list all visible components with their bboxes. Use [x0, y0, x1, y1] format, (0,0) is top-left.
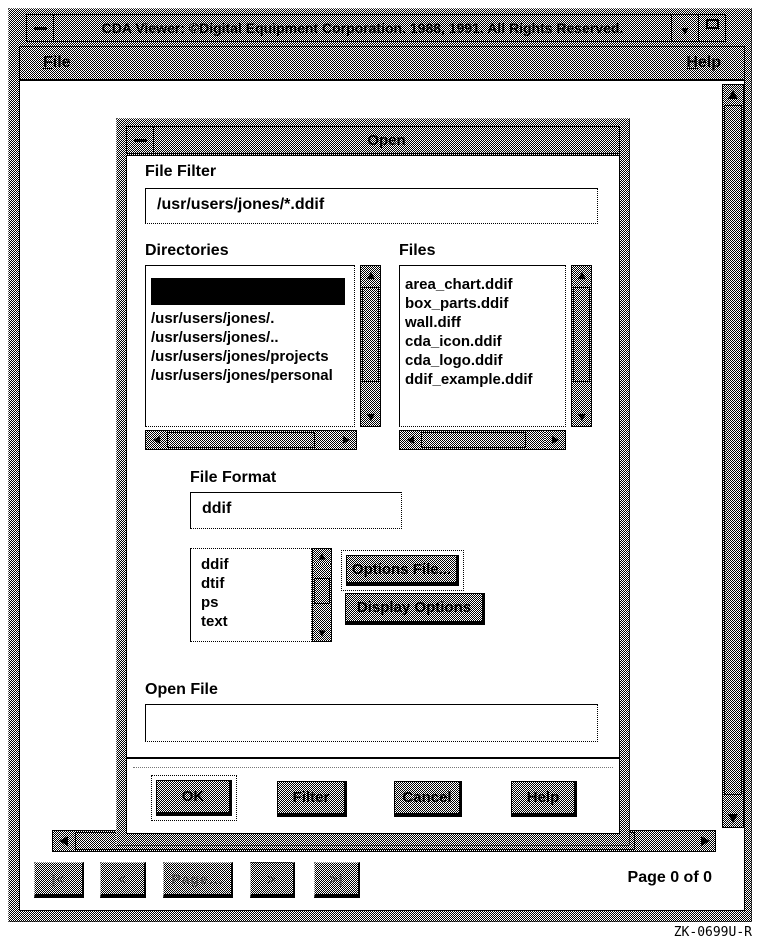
scroll-down-button[interactable] — [361, 408, 380, 426]
dialog-titlebar[interactable] — [126, 126, 620, 154]
dialog-content — [126, 155, 620, 834]
list-item[interactable]: area_chart.ddif — [405, 276, 513, 293]
scroll-up-icon — [367, 271, 375, 278]
scroll-right-button[interactable] — [695, 831, 715, 851]
scrollbar-thumb[interactable] — [362, 287, 379, 382]
maximize-button[interactable] — [698, 15, 725, 41]
file-filter-label: File Filter — [145, 163, 217, 180]
options-file-button[interactable]: Options File... — [346, 555, 459, 586]
scroll-up-button[interactable] — [361, 266, 380, 284]
open-file-input[interactable] — [145, 704, 598, 742]
menubar — [19, 46, 745, 80]
scroll-down-icon — [578, 413, 586, 420]
dialog-title: Open — [367, 131, 406, 149]
file-format-input[interactable]: ddif — [190, 492, 402, 529]
window-title: CDA Viewer: ©Digital Equipment Corporation. 1988, 1991. All Rights Reserved. — [101, 20, 624, 36]
file-format-label: File Format — [190, 469, 277, 486]
scroll-left-icon — [152, 436, 159, 444]
ok-focus-frame — [151, 775, 237, 821]
separator-dotted — [133, 767, 613, 768]
directories-vertical-scrollbar[interactable] — [360, 265, 381, 427]
selected-directory-highlight[interactable] — [151, 278, 345, 305]
scroll-left-icon — [59, 836, 68, 846]
scroll-down-button[interactable] — [723, 809, 743, 827]
scroll-up-button[interactable] — [723, 85, 743, 103]
help-button[interactable]: Help — [511, 781, 577, 817]
scroll-left-button[interactable] — [146, 431, 166, 449]
scroll-right-icon — [342, 436, 349, 444]
scrollbar-track[interactable] — [361, 284, 380, 408]
separator — [127, 757, 619, 759]
scroll-up-icon — [728, 90, 738, 99]
scroll-right-button[interactable] — [336, 431, 356, 449]
scroll-down-icon — [367, 413, 375, 420]
minimize-button[interactable] — [671, 15, 698, 41]
list-item[interactable]: ddif — [201, 556, 229, 573]
menu-file[interactable]: File — [43, 54, 71, 71]
list-item[interactable]: cda_logo.ddif — [405, 352, 503, 369]
scroll-up-button[interactable] — [572, 266, 591, 284]
scrollbar-track[interactable] — [166, 431, 336, 449]
files-horizontal-scrollbar[interactable] — [399, 430, 566, 450]
main-vertical-scrollbar[interactable] — [722, 84, 744, 828]
directories-horizontal-scrollbar[interactable] — [145, 430, 357, 450]
scroll-down-icon — [319, 630, 326, 636]
file-format-list[interactable] — [190, 548, 312, 642]
scroll-left-button[interactable] — [53, 831, 73, 851]
open-file-label: Open File — [145, 681, 218, 698]
scroll-right-icon — [701, 836, 710, 846]
display-options-button[interactable]: Display Options — [345, 593, 485, 625]
scroll-right-icon — [551, 436, 558, 444]
minimize-icon — [682, 28, 689, 34]
filter-button[interactable]: Filter — [277, 781, 347, 817]
cancel-button[interactable]: Cancel — [394, 781, 462, 817]
dialog-window-menu-button[interactable] — [127, 127, 154, 153]
list-item[interactable]: /usr/users/jones/.. — [151, 329, 279, 346]
directories-list[interactable] — [145, 265, 355, 427]
scrollbar-track[interactable] — [572, 284, 591, 408]
scroll-up-icon — [578, 271, 586, 278]
files-vertical-scrollbar[interactable] — [571, 265, 592, 427]
menu-help[interactable]: Help — [686, 54, 721, 71]
window-menu-button[interactable] — [27, 15, 54, 41]
last-page-button[interactable]: >| — [314, 862, 360, 898]
dialog-window-menu-icon — [134, 139, 147, 142]
page-status: Page 0 of 0 — [627, 869, 712, 886]
list-item[interactable]: ddif_example.ddif — [405, 371, 533, 388]
list-item[interactable]: text — [201, 613, 228, 630]
list-item[interactable]: box_parts.ddif — [405, 295, 509, 312]
main-titlebar[interactable] — [26, 14, 726, 42]
list-item[interactable]: /usr/users/jones/personal — [151, 367, 333, 384]
scrollbar-track[interactable] — [723, 103, 743, 809]
ok-button[interactable]: OK — [156, 780, 232, 816]
goto-page-button[interactable]: Page... — [163, 862, 233, 898]
list-item[interactable]: /usr/users/jones/projects — [151, 348, 329, 365]
scrollbar-thumb[interactable] — [724, 105, 742, 795]
scrollbar-thumb[interactable] — [421, 432, 526, 448]
scroll-up-icon — [319, 553, 326, 559]
files-label: Files — [399, 242, 436, 259]
next-page-button[interactable]: > — [250, 862, 295, 898]
options-file-focus-frame — [341, 550, 464, 591]
scrollbar-thumb[interactable] — [314, 578, 330, 604]
previous-page-button[interactable]: < — [100, 862, 146, 898]
scroll-down-icon — [728, 814, 738, 823]
file-format-vertical-scrollbar[interactable] — [312, 548, 332, 642]
scroll-down-button[interactable] — [572, 408, 591, 426]
figure-caption: ZK-0699U-R — [673, 925, 752, 940]
files-list[interactable] — [399, 265, 566, 427]
list-item[interactable]: cda_icon.ddif — [405, 333, 502, 350]
scroll-left-button[interactable] — [400, 431, 420, 449]
maximize-icon — [706, 19, 719, 29]
scrollbar-track[interactable] — [313, 564, 331, 626]
scroll-up-button[interactable] — [313, 549, 331, 564]
scrollbar-track[interactable] — [420, 431, 545, 449]
file-filter-input[interactable]: /usr/users/jones/*.ddif — [145, 188, 598, 224]
scrollbar-thumb[interactable] — [573, 287, 590, 382]
scroll-right-button[interactable] — [545, 431, 565, 449]
scroll-down-button[interactable] — [313, 626, 331, 641]
directories-label: Directories — [145, 242, 229, 259]
list-item[interactable]: /usr/users/jones/. — [151, 310, 275, 327]
list-item[interactable]: dtif — [201, 575, 225, 592]
window-menu-icon — [34, 27, 47, 30]
list-item[interactable]: wall.diff — [405, 314, 461, 331]
scrollbar-thumb[interactable] — [167, 432, 315, 448]
first-page-button[interactable]: |< — [34, 862, 84, 898]
list-item[interactable]: ps — [201, 594, 219, 611]
scroll-left-icon — [406, 436, 413, 444]
